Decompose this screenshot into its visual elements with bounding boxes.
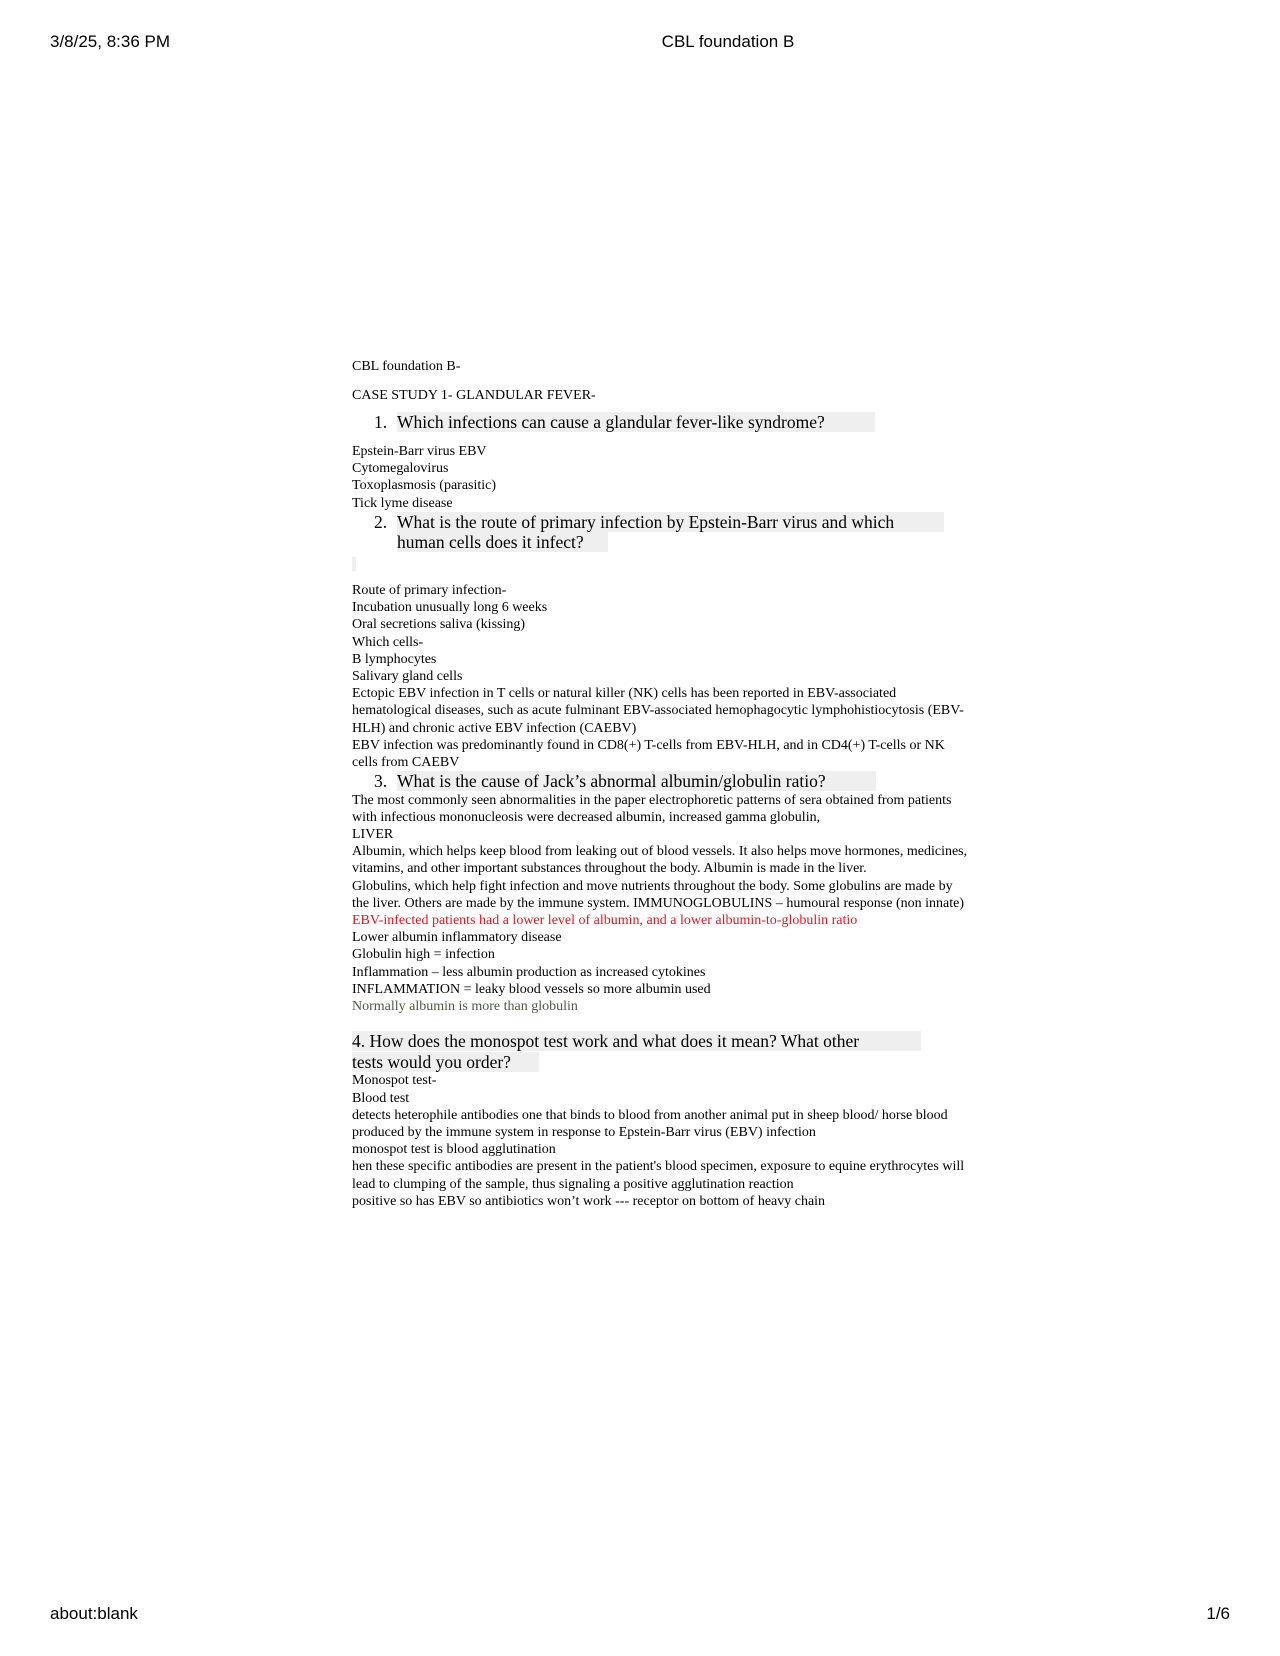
answer-3-line: Albumin, which helps keep blood from leaking out of blood vessels. It also helps move hormones, medicines, vitamins, and other important substances throughout the body. Albumin is made in the liver. bbox=[352, 844, 968, 877]
question-3 bbox=[352, 771, 972, 792]
answer-4-line: hen these specific antibodies are present in the patient's blood specimen, exposure to equine erythrocytes will lead to clumping of the sample, thus signaling a positive agglutination reaction bbox=[352, 1159, 965, 1192]
answer-4-line: positive so has EBV so antibiotics won’t work --- receptor on bottom of heavy chain bbox=[352, 1193, 826, 1209]
answer-2-line: EBV infection was predominantly found in CD8(+) T-cells from EBV-HLH, and in CD4(+) T-cells or NK cells from CAEBV bbox=[352, 737, 945, 770]
doc-title: CBL foundation B- bbox=[352, 359, 461, 374]
answer-2-line: Oral secretions saliva (kissing) bbox=[352, 617, 526, 633]
question-1 bbox=[352, 412, 972, 433]
answer-2-line: Which cells- bbox=[352, 634, 424, 650]
question-1-number: 1. bbox=[374, 412, 388, 433]
answer-1-line: Tick lyme disease bbox=[352, 495, 453, 511]
question-3-text: What is the cause of Jack’s abnormal albumin/globulin ratio? bbox=[397, 771, 876, 791]
answer-1-line: Cytomegalovirus bbox=[352, 461, 449, 477]
answer-3-line: LIVER bbox=[352, 827, 394, 843]
answer-2-line: B lymphocytes bbox=[352, 651, 437, 667]
print-url: about:blank bbox=[50, 1604, 138, 1623]
answer-3-line: Lower albumin inflammatory disease bbox=[352, 930, 562, 946]
question-2-number: 2. bbox=[374, 511, 388, 532]
answer-2-line: Ectopic EBV infection in T cells or natural killer (NK) cells has been reported in EBV-associated hematological diseases, such as acute fulminant EBV-associated hemophagocytic lymphohistiocytosis (EBV-HLH) and chronic active EBV infection (CAEBV) bbox=[352, 686, 964, 736]
question-3-number: 3. bbox=[374, 771, 388, 792]
answer-3-note: Normally albumin is more than globulin bbox=[352, 999, 578, 1015]
answer-4-line: monospot test is blood agglutination bbox=[352, 1142, 556, 1158]
question-2-line-1: What is the route of primary infection by Epstein-Barr virus and which bbox=[397, 512, 944, 532]
answer-4-line: Monospot test- bbox=[352, 1073, 437, 1089]
answer-3-line: INFLAMMATION = leaky blood vessels so more albumin used bbox=[352, 981, 711, 997]
question-4-line-1: 4. How does the monospot test work and what does it mean? What other bbox=[352, 1031, 921, 1051]
answer-4-line: detects heterophile antibodies one that binds to blood from another animal put in sheep blood/ horse blood produced by the immune system in response to Epstein-Barr virus (EBV) infection bbox=[352, 1107, 948, 1140]
answer-3-highlight-red: EBV-infected patients had a lower level of albumin, and a lower albumin-to-globulin ratio bbox=[352, 913, 858, 929]
question-2-line-2: human cells does it infect? bbox=[397, 532, 608, 552]
question-2 bbox=[352, 512, 972, 553]
answer-2-line: Incubation unusually long 6 weeks bbox=[352, 600, 548, 616]
highlight-marker bbox=[352, 557, 356, 571]
answer-1-line: Epstein-Barr virus EBV bbox=[352, 443, 487, 459]
case-title: CASE STUDY 1- GLANDULAR FEVER- bbox=[352, 388, 596, 404]
answer-1-line: Toxoplasmosis (parasitic) bbox=[352, 478, 497, 494]
question-4 bbox=[352, 1031, 972, 1072]
answer-2-line: Route of primary infection- bbox=[352, 582, 507, 598]
answer-3-line: Inflammation – less albumin production as increased cytokines bbox=[352, 964, 706, 980]
answer-2-line: Salivary gland cells bbox=[352, 668, 463, 684]
print-page-number: 1/6 bbox=[1206, 1604, 1230, 1623]
print-date-time: 3/8/25, 8:36 PM bbox=[50, 32, 171, 51]
question-4-line-2: tests would you order? bbox=[352, 1052, 539, 1072]
answer-3-line: The most commonly seen abnormalities in the paper electrophoretic patterns of sera obtained from patients with infectious mononucleosis were decreased albumin, increased gamma globulin, bbox=[352, 792, 952, 825]
answer-3-line: Globulins, which help fight infection and move nutrients throughout the body. Some globulins are made by the liver. Others are made by the immune system. IMMUNOGLOBULINS – humoural response (non innate) bbox=[352, 878, 964, 911]
question-1-text: Which infections can cause a glandular fever-like syndrome? bbox=[397, 412, 875, 432]
answer-3-line: Globulin high = infection bbox=[352, 947, 495, 963]
answer-4-line: Blood test bbox=[352, 1090, 410, 1106]
document-body bbox=[352, 358, 972, 1210]
print-title: CBL foundation B bbox=[661, 32, 795, 51]
